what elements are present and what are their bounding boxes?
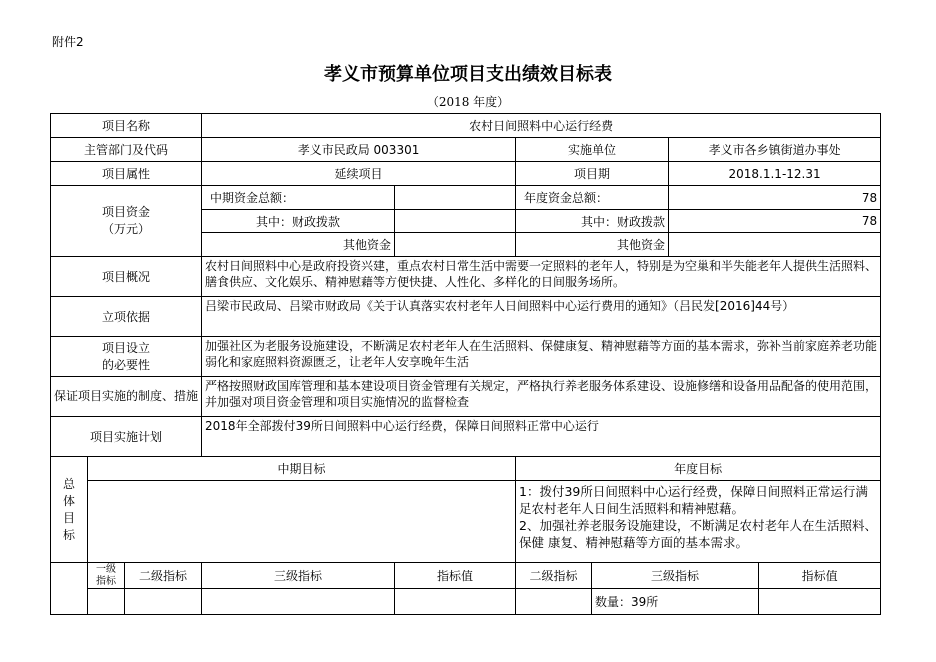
row-funds-total xyxy=(51,186,881,210)
attribute-label: 项目属性 xyxy=(51,162,202,186)
row-goal-values xyxy=(51,481,881,563)
annual-total-label: 年度资金总额： xyxy=(516,186,669,210)
level1-header xyxy=(88,563,125,589)
annual-total-value: 78 xyxy=(669,186,881,210)
annual-other-value xyxy=(669,233,881,257)
row-measures xyxy=(51,377,881,417)
basis-value: 吕梁市民政局、吕梁市财政局《关于认真落实农村老年人日间照料中心运行费用的通知》（吕民发[2016]44号） xyxy=(202,297,881,337)
midterm-total-value xyxy=(395,186,516,210)
period-value: 2018.1.1-12.31 xyxy=(669,162,881,186)
period-label: 项目期 xyxy=(516,162,669,186)
annual-other-label: 其他资金 xyxy=(516,233,669,257)
annual-level3-cell: 数量：39所 xyxy=(592,589,759,615)
measures-value: 严格按照财政国库管理和基本建设项目资金管理有关规定，严格执行养老服务体系建设、设施修缮和设备用品配备的使用范围，并加强对项目资金管理和项目实施情况的监督检查 xyxy=(202,377,881,417)
overview-label: 项目概况 xyxy=(51,257,202,297)
annual-level3-header: 三级指标 xyxy=(592,563,759,589)
mid-level3-cell xyxy=(202,589,395,615)
level1-cell xyxy=(88,589,125,615)
row-plan xyxy=(51,417,881,457)
plan-value: 2018年全部拨付39所日间照料中心运行经费，保障日间照料正常中心运行 xyxy=(202,417,881,457)
mid-fiscal-label: 其中：财政拨款 xyxy=(202,210,395,233)
row-department xyxy=(51,138,881,162)
funds-label-line2: （万元） xyxy=(102,222,151,236)
row-overview xyxy=(51,257,881,297)
project-name-label: 项目名称 xyxy=(51,114,202,138)
necessity-label-line2: 的必要性 xyxy=(102,357,151,372)
row-indicator-headers xyxy=(51,563,881,589)
attribute-value: 延续项目 xyxy=(202,162,516,186)
measures-label: 保证项目实施的制度、措施 xyxy=(51,377,202,417)
annual-goal-header: 年度目标 xyxy=(516,457,881,481)
overview-value: 农村日间照料中心是政府投资兴建，重点农村日常生活中需要一定照料的老年人，特别是为空巢和半失能老年人提供生活照料、膳食供应、文化娱乐、精神慰藉等方便快捷、人性化、多样化的日间服务场所。 xyxy=(202,257,881,297)
impl-unit-value: 孝义市各乡镇街道办事处 xyxy=(669,138,881,162)
goal-char-4: 标 xyxy=(62,527,75,542)
midterm-goal-value xyxy=(88,481,516,563)
necessity-value: 加强社区为老服务设施建设，不断满足农村老年人在生活照料、保健康复、精神慰藉等方面的基本需求，弥补当前家庭养老功能弱化和家庭照料资源匮乏，让老年人安享晚年生活 xyxy=(202,337,881,377)
row-indicator-first xyxy=(51,589,881,615)
mid-other-value xyxy=(395,233,516,257)
annual-value-header: 指标值 xyxy=(759,563,881,589)
row-attribute xyxy=(51,162,881,186)
annual-goal-value: 1：拨付39所日间照料中心运行经费，保障日间照料正常运行满足农村老年人日间生活照料和精神慰藉。 2、加强社养老服务设施建设，不断满足农村老年人在生活照料、保健 康复、精神慰藉等方面的基本需求。 xyxy=(516,481,881,563)
project-name-value: 农村日间照料中心运行经费 xyxy=(202,114,881,138)
annual-level2-cell xyxy=(516,589,592,615)
mid-fiscal-value xyxy=(395,210,516,233)
mid-level3-header: 三级指标 xyxy=(202,563,395,589)
row-basis xyxy=(51,297,881,337)
year-subtitle: （2018 年度） xyxy=(426,95,510,109)
indicator-side-blank-2 xyxy=(51,589,88,615)
level1-header-line1: 一级 xyxy=(96,563,116,575)
mid-other-label: 其他资金 xyxy=(202,233,395,257)
mid-level2-header: 二级指标 xyxy=(125,563,202,589)
department-value: 孝义市民政局 003301 xyxy=(202,138,516,162)
attachment-label: 附件2 xyxy=(52,35,84,49)
indicator-side-blank xyxy=(51,563,88,589)
level1-header-line2: 指标 xyxy=(96,575,116,587)
impl-unit-label: 实施单位 xyxy=(516,138,669,162)
mid-level2-cell xyxy=(125,589,202,615)
goal-char-1: 总 xyxy=(62,476,75,491)
necessity-label-line1: 项目设立 xyxy=(102,340,151,355)
department-label: 主管部门及代码 xyxy=(51,138,202,162)
goal-char-3: 目 xyxy=(62,510,75,525)
row-necessity xyxy=(51,337,881,377)
annual-fiscal-value: 78 xyxy=(669,210,881,233)
midterm-total-label: 中期资金总额： xyxy=(202,186,395,210)
annual-value-cell xyxy=(759,589,881,615)
mid-value-cell xyxy=(395,589,516,615)
row-project-name xyxy=(51,114,881,138)
midterm-goal-header: 中期目标 xyxy=(88,457,516,481)
goal-char-2: 体 xyxy=(62,493,75,508)
funds-label xyxy=(51,186,202,257)
performance-goal-table xyxy=(50,113,881,615)
overall-goal-label xyxy=(51,457,88,563)
row-goal-headers xyxy=(51,457,881,481)
annual-level2-header: 二级指标 xyxy=(516,563,592,589)
page-title: 孝义市预算单位项目支出绩效目标表 xyxy=(324,64,612,85)
annual-fiscal-label: 其中：财政拨款 xyxy=(516,210,669,233)
necessity-label xyxy=(51,337,202,377)
plan-label: 项目实施计划 xyxy=(51,417,202,457)
mid-value-header: 指标值 xyxy=(395,563,516,589)
funds-label-line1: 项目资金 xyxy=(102,205,151,219)
basis-label: 立项依据 xyxy=(51,297,202,337)
